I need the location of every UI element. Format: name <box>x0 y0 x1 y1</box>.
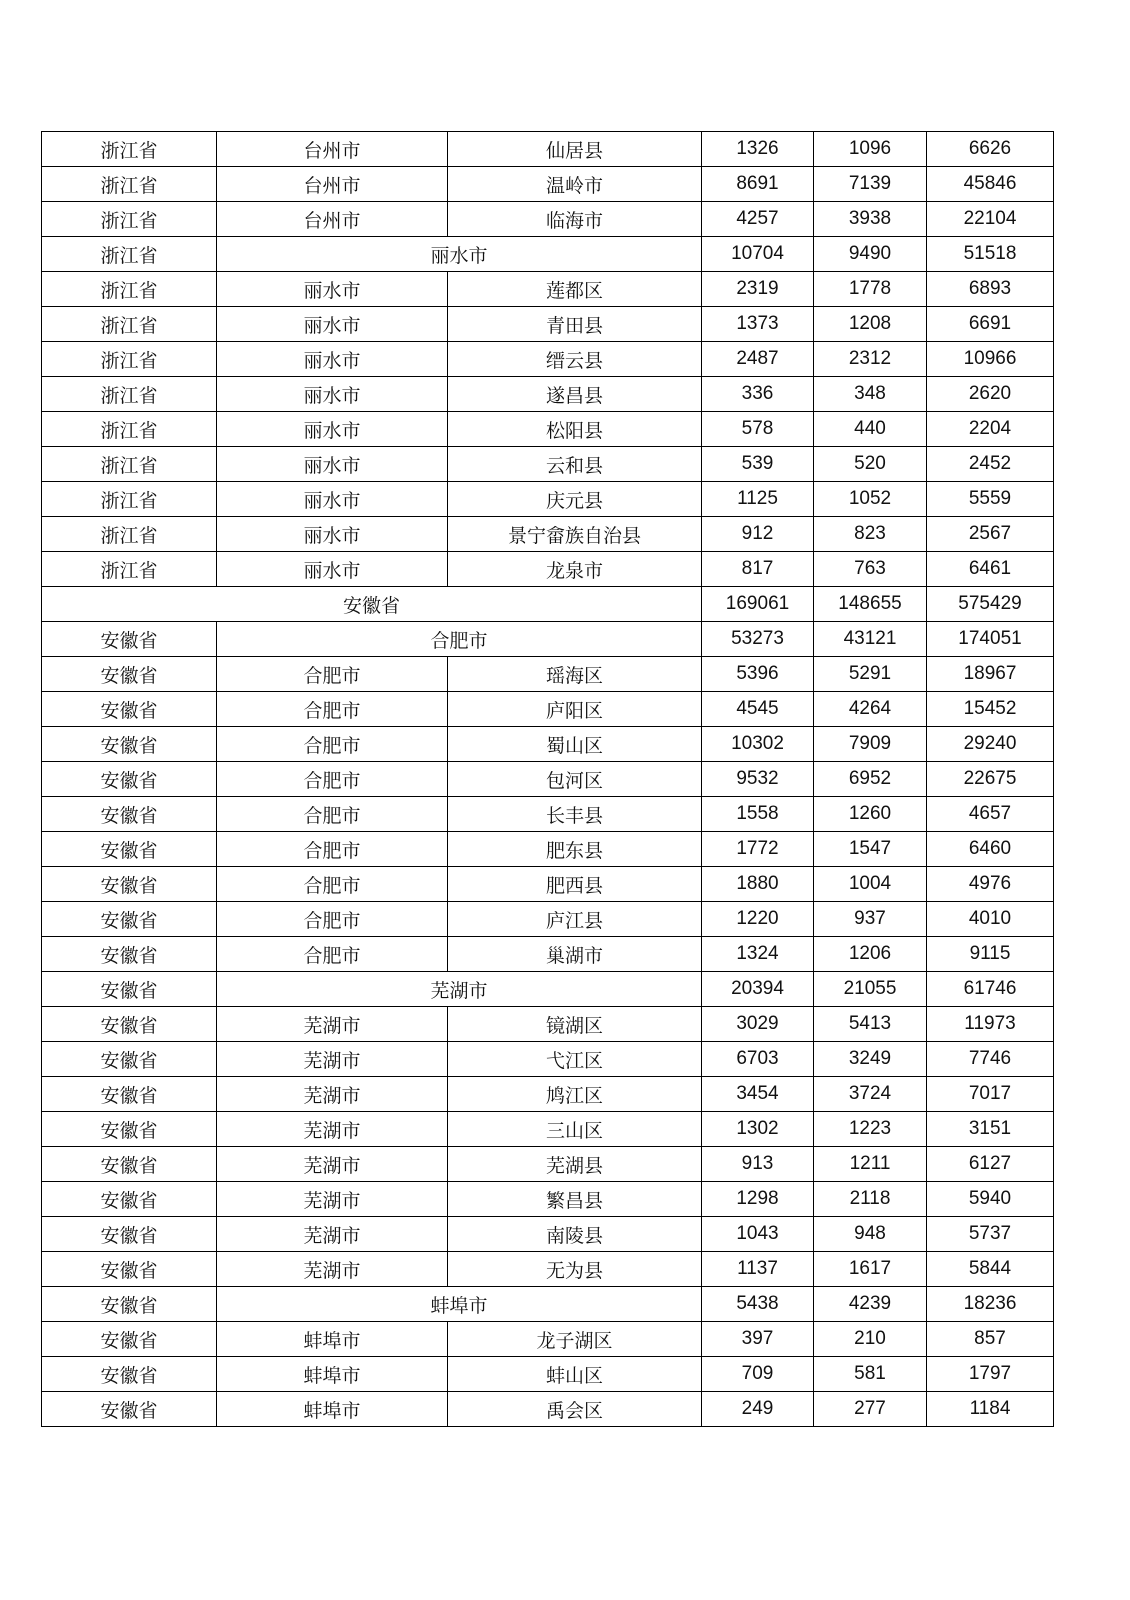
county-cell: 南陵县 <box>448 1217 702 1252</box>
value-cell-1: 1043 <box>702 1217 814 1252</box>
value-cell-3: 1797 <box>927 1357 1054 1392</box>
province-cell: 安徽省 <box>42 902 217 937</box>
province-cell: 浙江省 <box>42 272 217 307</box>
county-cell: 莲都区 <box>448 272 702 307</box>
county-row <box>42 902 1054 937</box>
city-cell: 合肥市 <box>217 937 448 972</box>
county-cell: 蜀山区 <box>448 727 702 762</box>
value-cell-2: 2118 <box>814 1182 927 1217</box>
county-row <box>42 202 1054 237</box>
value-cell-1: 1302 <box>702 1112 814 1147</box>
value-cell-3: 9115 <box>927 937 1054 972</box>
province-cell: 安徽省 <box>42 762 217 797</box>
city-cell: 合肥市 <box>217 902 448 937</box>
province-cell: 安徽省 <box>42 1287 217 1322</box>
county-cell: 长丰县 <box>448 797 702 832</box>
province-cell: 安徽省 <box>42 1147 217 1182</box>
county-row <box>42 412 1054 447</box>
value-cell-1: 1298 <box>702 1182 814 1217</box>
value-cell-1: 1558 <box>702 797 814 832</box>
county-row <box>42 762 1054 797</box>
county-cell: 缙云县 <box>448 342 702 377</box>
county-row <box>42 727 1054 762</box>
city-cell: 丽水市 <box>217 517 448 552</box>
value-cell-3: 174051 <box>927 622 1054 657</box>
county-cell: 遂昌县 <box>448 377 702 412</box>
province-cell: 浙江省 <box>42 132 217 167</box>
county-cell: 龙泉市 <box>448 552 702 587</box>
county-cell: 肥西县 <box>448 867 702 902</box>
value-cell-3: 6893 <box>927 272 1054 307</box>
city-cell: 台州市 <box>217 132 448 167</box>
value-cell-1: 578 <box>702 412 814 447</box>
value-cell-1: 913 <box>702 1147 814 1182</box>
value-cell-1: 709 <box>702 1357 814 1392</box>
value-cell-3: 575429 <box>927 587 1054 622</box>
county-row <box>42 1147 1054 1182</box>
county-row <box>42 1042 1054 1077</box>
value-cell-3: 22104 <box>927 202 1054 237</box>
value-cell-3: 5940 <box>927 1182 1054 1217</box>
county-row <box>42 1112 1054 1147</box>
value-cell-2: 948 <box>814 1217 927 1252</box>
province-cell: 安徽省 <box>42 587 702 622</box>
value-cell-3: 5737 <box>927 1217 1054 1252</box>
province-cell: 安徽省 <box>42 1112 217 1147</box>
county-row <box>42 447 1054 482</box>
value-cell-2: 21055 <box>814 972 927 1007</box>
province-cell: 安徽省 <box>42 1042 217 1077</box>
county-cell: 禹会区 <box>448 1392 702 1427</box>
province-cell: 安徽省 <box>42 1007 217 1042</box>
value-cell-2: 7909 <box>814 727 927 762</box>
value-cell-3: 15452 <box>927 692 1054 727</box>
value-cell-1: 1373 <box>702 307 814 342</box>
county-row <box>42 342 1054 377</box>
value-cell-2: 3938 <box>814 202 927 237</box>
county-row <box>42 1217 1054 1252</box>
value-cell-3: 4657 <box>927 797 1054 832</box>
value-cell-2: 5413 <box>814 1007 927 1042</box>
county-row <box>42 132 1054 167</box>
city-cell: 芜湖市 <box>217 1007 448 1042</box>
city-cell: 合肥市 <box>217 727 448 762</box>
value-cell-1: 8691 <box>702 167 814 202</box>
city-cell: 合肥市 <box>217 832 448 867</box>
province-cell: 浙江省 <box>42 412 217 447</box>
city-row <box>42 237 1054 272</box>
value-cell-2: 6952 <box>814 762 927 797</box>
value-cell-1: 20394 <box>702 972 814 1007</box>
city-cell: 蚌埠市 <box>217 1392 448 1427</box>
province-cell: 浙江省 <box>42 167 217 202</box>
value-cell-2: 1211 <box>814 1147 927 1182</box>
value-cell-2: 348 <box>814 377 927 412</box>
county-cell: 庐阳区 <box>448 692 702 727</box>
value-cell-2: 823 <box>814 517 927 552</box>
province-cell: 浙江省 <box>42 377 217 412</box>
value-cell-1: 5396 <box>702 657 814 692</box>
value-cell-3: 18967 <box>927 657 1054 692</box>
value-cell-1: 539 <box>702 447 814 482</box>
province-cell: 浙江省 <box>42 447 217 482</box>
value-cell-2: 1778 <box>814 272 927 307</box>
value-cell-2: 7139 <box>814 167 927 202</box>
value-cell-3: 2620 <box>927 377 1054 412</box>
county-row <box>42 377 1054 412</box>
value-cell-1: 4545 <box>702 692 814 727</box>
value-cell-3: 6461 <box>927 552 1054 587</box>
city-cell: 丽水市 <box>217 482 448 517</box>
province-cell: 安徽省 <box>42 1217 217 1252</box>
value-cell-1: 53273 <box>702 622 814 657</box>
value-cell-3: 51518 <box>927 237 1054 272</box>
value-cell-1: 912 <box>702 517 814 552</box>
province-cell: 安徽省 <box>42 832 217 867</box>
value-cell-1: 10302 <box>702 727 814 762</box>
city-cell: 芜湖市 <box>217 1252 448 1287</box>
province-cell: 安徽省 <box>42 1322 217 1357</box>
value-cell-1: 397 <box>702 1322 814 1357</box>
value-cell-2: 520 <box>814 447 927 482</box>
value-cell-3: 6626 <box>927 132 1054 167</box>
value-cell-1: 1324 <box>702 937 814 972</box>
city-row <box>42 1287 1054 1322</box>
city-cell: 芜湖市 <box>217 1217 448 1252</box>
value-cell-1: 2319 <box>702 272 814 307</box>
value-cell-1: 1125 <box>702 482 814 517</box>
city-cell: 芜湖市 <box>217 972 702 1007</box>
province-cell: 浙江省 <box>42 342 217 377</box>
value-cell-3: 11973 <box>927 1007 1054 1042</box>
city-cell: 芜湖市 <box>217 1042 448 1077</box>
value-cell-2: 581 <box>814 1357 927 1392</box>
county-cell: 无为县 <box>448 1252 702 1287</box>
city-cell: 蚌埠市 <box>217 1357 448 1392</box>
value-cell-1: 4257 <box>702 202 814 237</box>
value-cell-2: 3724 <box>814 1077 927 1112</box>
county-row <box>42 867 1054 902</box>
value-cell-3: 6460 <box>927 832 1054 867</box>
county-cell: 弋江区 <box>448 1042 702 1077</box>
province-cell: 浙江省 <box>42 202 217 237</box>
value-cell-2: 5291 <box>814 657 927 692</box>
city-cell: 合肥市 <box>217 867 448 902</box>
value-cell-2: 1004 <box>814 867 927 902</box>
province-cell: 安徽省 <box>42 1392 217 1427</box>
city-cell: 丽水市 <box>217 447 448 482</box>
city-cell: 丽水市 <box>217 377 448 412</box>
value-cell-1: 1137 <box>702 1252 814 1287</box>
city-row <box>42 972 1054 1007</box>
county-row <box>42 307 1054 342</box>
county-cell: 包河区 <box>448 762 702 797</box>
county-cell: 巢湖市 <box>448 937 702 972</box>
city-row <box>42 622 1054 657</box>
city-cell: 合肥市 <box>217 622 702 657</box>
county-row <box>42 1252 1054 1287</box>
value-cell-3: 5844 <box>927 1252 1054 1287</box>
value-cell-3: 4010 <box>927 902 1054 937</box>
city-cell: 芜湖市 <box>217 1182 448 1217</box>
value-cell-2: 440 <box>814 412 927 447</box>
value-cell-2: 937 <box>814 902 927 937</box>
value-cell-3: 10966 <box>927 342 1054 377</box>
value-cell-3: 45846 <box>927 167 1054 202</box>
county-cell: 鸠江区 <box>448 1077 702 1112</box>
value-cell-2: 4264 <box>814 692 927 727</box>
province-cell: 安徽省 <box>42 1182 217 1217</box>
value-cell-3: 857 <box>927 1322 1054 1357</box>
county-cell: 景宁畲族自治县 <box>448 517 702 552</box>
province-cell: 安徽省 <box>42 797 217 832</box>
province-cell: 浙江省 <box>42 237 217 272</box>
county-cell: 瑶海区 <box>448 657 702 692</box>
county-row <box>42 1182 1054 1217</box>
value-cell-2: 4239 <box>814 1287 927 1322</box>
county-cell: 青田县 <box>448 307 702 342</box>
county-row <box>42 1322 1054 1357</box>
value-cell-3: 29240 <box>927 727 1054 762</box>
province-cell: 安徽省 <box>42 1252 217 1287</box>
value-cell-2: 1206 <box>814 937 927 972</box>
city-cell: 芜湖市 <box>217 1112 448 1147</box>
city-cell: 合肥市 <box>217 692 448 727</box>
value-cell-2: 148655 <box>814 587 927 622</box>
value-cell-3: 18236 <box>927 1287 1054 1322</box>
value-cell-2: 1208 <box>814 307 927 342</box>
city-cell: 丽水市 <box>217 552 448 587</box>
province-cell: 安徽省 <box>42 1077 217 1112</box>
county-cell: 临海市 <box>448 202 702 237</box>
province-cell: 安徽省 <box>42 972 217 1007</box>
county-row <box>42 937 1054 972</box>
value-cell-2: 9490 <box>814 237 927 272</box>
city-cell: 芜湖市 <box>217 1077 448 1112</box>
county-row <box>42 797 1054 832</box>
city-cell: 台州市 <box>217 167 448 202</box>
value-cell-2: 277 <box>814 1392 927 1427</box>
value-cell-1: 5438 <box>702 1287 814 1322</box>
value-cell-2: 1096 <box>814 132 927 167</box>
value-cell-2: 1617 <box>814 1252 927 1287</box>
county-cell: 云和县 <box>448 447 702 482</box>
county-cell: 庆元县 <box>448 482 702 517</box>
county-cell: 松阳县 <box>448 412 702 447</box>
county-cell: 繁昌县 <box>448 1182 702 1217</box>
value-cell-1: 9532 <box>702 762 814 797</box>
value-cell-1: 169061 <box>702 587 814 622</box>
value-cell-3: 61746 <box>927 972 1054 1007</box>
value-cell-1: 1326 <box>702 132 814 167</box>
value-cell-3: 2567 <box>927 517 1054 552</box>
value-cell-3: 2452 <box>927 447 1054 482</box>
county-row <box>42 692 1054 727</box>
value-cell-3: 6127 <box>927 1147 1054 1182</box>
province-cell: 浙江省 <box>42 552 217 587</box>
province-cell: 浙江省 <box>42 307 217 342</box>
value-cell-1: 1772 <box>702 832 814 867</box>
province-cell: 安徽省 <box>42 727 217 762</box>
value-cell-3: 4976 <box>927 867 1054 902</box>
city-cell: 芜湖市 <box>217 1147 448 1182</box>
province-cell: 安徽省 <box>42 622 217 657</box>
county-cell: 温岭市 <box>448 167 702 202</box>
value-cell-3: 22675 <box>927 762 1054 797</box>
province-cell: 安徽省 <box>42 692 217 727</box>
county-row <box>42 1357 1054 1392</box>
value-cell-2: 2312 <box>814 342 927 377</box>
value-cell-1: 2487 <box>702 342 814 377</box>
county-row <box>42 1007 1054 1042</box>
value-cell-1: 10704 <box>702 237 814 272</box>
province-cell: 安徽省 <box>42 937 217 972</box>
county-cell: 龙子湖区 <box>448 1322 702 1357</box>
value-cell-3: 6691 <box>927 307 1054 342</box>
value-cell-1: 1220 <box>702 902 814 937</box>
county-row <box>42 1077 1054 1112</box>
county-cell: 蚌山区 <box>448 1357 702 1392</box>
county-row <box>42 657 1054 692</box>
city-cell: 丽水市 <box>217 342 448 377</box>
city-cell: 蚌埠市 <box>217 1287 702 1322</box>
county-cell: 庐江县 <box>448 902 702 937</box>
value-cell-1: 3029 <box>702 1007 814 1042</box>
city-cell: 丽水市 <box>217 272 448 307</box>
value-cell-1: 6703 <box>702 1042 814 1077</box>
city-cell: 丽水市 <box>217 307 448 342</box>
value-cell-3: 7017 <box>927 1077 1054 1112</box>
city-cell: 合肥市 <box>217 762 448 797</box>
value-cell-3: 1184 <box>927 1392 1054 1427</box>
city-cell: 台州市 <box>217 202 448 237</box>
value-cell-2: 1547 <box>814 832 927 867</box>
province-row <box>42 587 1054 622</box>
county-cell: 肥东县 <box>448 832 702 867</box>
county-cell: 仙居县 <box>448 132 702 167</box>
county-cell: 芜湖县 <box>448 1147 702 1182</box>
county-row <box>42 167 1054 202</box>
city-cell: 丽水市 <box>217 412 448 447</box>
value-cell-3: 5559 <box>927 482 1054 517</box>
value-cell-2: 1223 <box>814 1112 927 1147</box>
value-cell-3: 2204 <box>927 412 1054 447</box>
value-cell-2: 3249 <box>814 1042 927 1077</box>
province-cell: 安徽省 <box>42 867 217 902</box>
value-cell-2: 210 <box>814 1322 927 1357</box>
county-row <box>42 482 1054 517</box>
city-cell: 合肥市 <box>217 657 448 692</box>
province-cell: 安徽省 <box>42 657 217 692</box>
value-cell-1: 3454 <box>702 1077 814 1112</box>
province-cell: 浙江省 <box>42 482 217 517</box>
county-cell: 镜湖区 <box>448 1007 702 1042</box>
value-cell-2: 1052 <box>814 482 927 517</box>
county-row <box>42 517 1054 552</box>
value-cell-2: 763 <box>814 552 927 587</box>
value-cell-1: 817 <box>702 552 814 587</box>
county-row <box>42 832 1054 867</box>
value-cell-3: 3151 <box>927 1112 1054 1147</box>
province-cell: 浙江省 <box>42 517 217 552</box>
statistics-table <box>41 131 1054 1427</box>
county-row <box>42 1392 1054 1427</box>
province-cell: 安徽省 <box>42 1357 217 1392</box>
county-row <box>42 552 1054 587</box>
value-cell-1: 336 <box>702 377 814 412</box>
value-cell-2: 1260 <box>814 797 927 832</box>
value-cell-1: 249 <box>702 1392 814 1427</box>
value-cell-2: 43121 <box>814 622 927 657</box>
value-cell-3: 7746 <box>927 1042 1054 1077</box>
city-cell: 丽水市 <box>217 237 702 272</box>
value-cell-1: 1880 <box>702 867 814 902</box>
city-cell: 合肥市 <box>217 797 448 832</box>
county-cell: 三山区 <box>448 1112 702 1147</box>
city-cell: 蚌埠市 <box>217 1322 448 1357</box>
county-row <box>42 272 1054 307</box>
